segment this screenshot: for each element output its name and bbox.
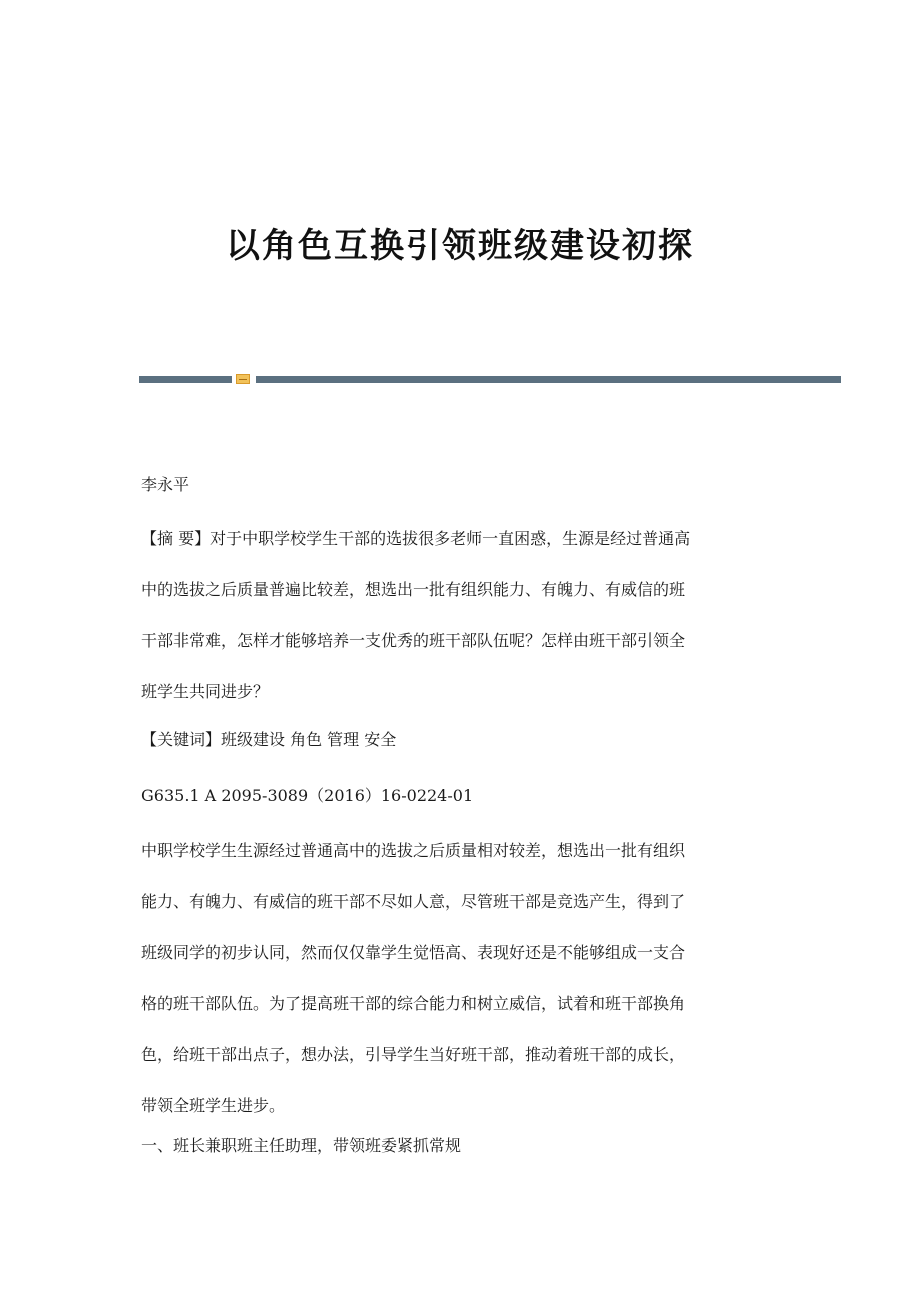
divider-left-bar bbox=[139, 376, 232, 383]
abstract bbox=[141, 513, 781, 717]
body-line: 班级同学的初步认同，然而仅仅靠学生觉悟高、表现好还是不能够组成一支合 bbox=[141, 943, 686, 962]
abstract-line: 【摘 要】对于中职学校学生干部的选拔很多老师一直困惑，生源是经过普通高 bbox=[141, 529, 691, 548]
title-divider bbox=[139, 374, 841, 384]
abstract-line: 中的选拔之后质量普遍比较差，想选出一批有组织能力、有魄力、有威信的班 bbox=[141, 580, 686, 599]
abstract-line: 干部非常难，怎样才能够培养一支优秀的班干部队伍呢？怎样由班干部引领全 bbox=[141, 631, 686, 650]
body-line: 能力、有魄力、有威信的班干部不尽如人意，尽管班干部是竞选产生，得到了 bbox=[141, 892, 686, 911]
divider-right-bar bbox=[256, 376, 841, 383]
author-name: 李永平 bbox=[141, 475, 190, 494]
body-line: 带领全班学生进步。 bbox=[141, 1096, 286, 1115]
body-line: 色，给班干部出点子，想办法，引导学生当好班干部，推动着班干部的成长， bbox=[141, 1045, 686, 1064]
section-heading: 一、班长兼职班主任助理，带领班委紧抓常规 bbox=[141, 1136, 462, 1155]
classification-code: G635.1 A 2095-3089（2016）16-0224-01 bbox=[141, 786, 474, 805]
abstract-line: 班学生共同进步？ bbox=[141, 682, 270, 701]
body-line: 中职学校学生生源经过普通高中的选拔之后质量相对较差，想选出一批有组织 bbox=[141, 841, 686, 860]
page-title: 以角色互换引领班级建设初探 bbox=[226, 226, 694, 266]
body-paragraph bbox=[141, 825, 781, 1131]
keywords: 【关键词】班级建设 角色 管理 安全 bbox=[141, 730, 397, 749]
divider-ornament-icon bbox=[236, 374, 250, 384]
body-line: 格的班干部队伍。为了提高班干部的综合能力和树立威信，试着和班干部换角 bbox=[141, 994, 686, 1013]
